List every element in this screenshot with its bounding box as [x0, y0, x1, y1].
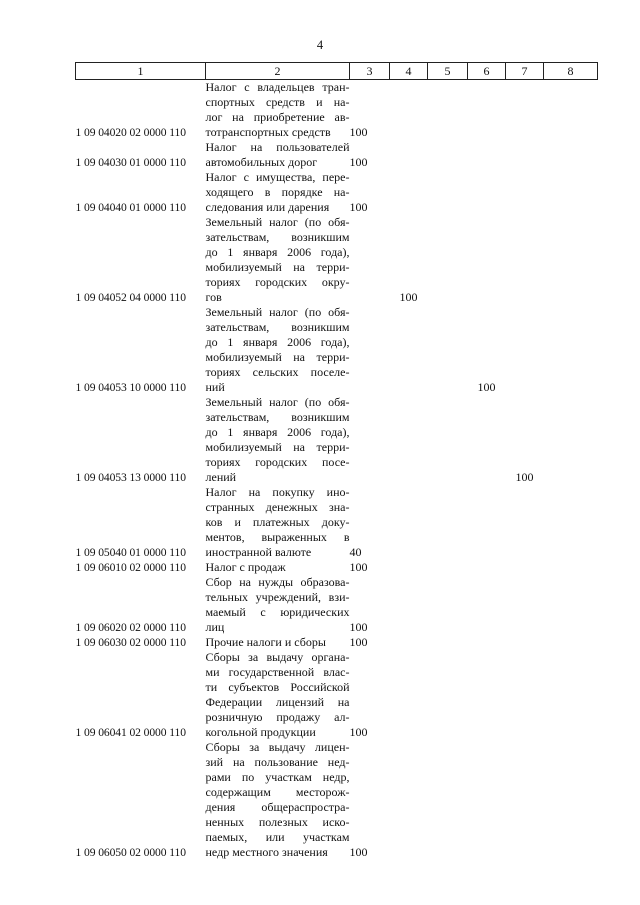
revenue-name-line: Земельный налог (по обя-	[205, 305, 350, 319]
revenue-name	[206, 305, 350, 395]
share-value-col-7: 100	[515, 470, 534, 484]
classification-code: 1 09 06010 02 0000 110	[75, 561, 186, 574]
revenue-name-line: мобилизуемый на терри-	[205, 350, 350, 364]
revenue-name-line: Сборы за выдачу органа-	[205, 650, 350, 664]
table-row	[76, 305, 598, 395]
column-header-5: 5	[428, 63, 468, 80]
share-value-col-8	[544, 395, 598, 485]
revenue-name-line: ненных полезных иско-	[205, 815, 350, 829]
revenue-name-line: Налог с владельцев тран-	[205, 80, 350, 94]
share-value-col-3: 100	[349, 155, 368, 169]
revenue-name-line: зательствам, возникшим	[205, 320, 350, 334]
classification-code: 1 09 06050 02 0000 110	[75, 846, 186, 859]
share-value-col-8	[544, 560, 598, 575]
revenue-name	[206, 140, 350, 170]
share-value-col-3	[350, 215, 390, 305]
revenue-name-line: паемых, или участкам	[205, 830, 350, 844]
revenue-name-line: дения общераспростра-	[205, 800, 350, 814]
revenue-name-line: Налог на пользователей	[205, 140, 350, 154]
revenue-name	[206, 635, 350, 650]
share-value-col-4	[390, 140, 428, 170]
share-value-col-8	[544, 740, 598, 860]
share-value-col-8	[544, 575, 598, 635]
table-row	[76, 485, 598, 560]
classification-code: 1 09 06020 02 0000 110	[75, 621, 186, 634]
revenue-name-line: Налог на покупку ино-	[205, 485, 350, 499]
classification-code: 1 09 04052 04 0000 110	[75, 291, 186, 304]
revenue-name-line: следования или дарения	[205, 200, 330, 214]
share-value-col-3: 100	[349, 635, 368, 649]
classification-code: 1 09 06041 02 0000 110	[75, 726, 186, 739]
column-header-7: 7	[506, 63, 544, 80]
column-header-3: 3	[350, 63, 390, 80]
revenue-name	[206, 740, 350, 860]
share-value-col-3	[350, 305, 390, 395]
revenue-name	[206, 575, 350, 635]
share-value-col-5	[428, 170, 468, 215]
classification-code: 1 09 04053 10 0000 110	[75, 381, 186, 394]
table-row	[76, 575, 598, 635]
table-row	[76, 650, 598, 740]
revenue-name-line: ментов, выраженных в	[205, 530, 350, 544]
revenue-name-line: Сборы за выдачу лицен-	[205, 740, 350, 754]
share-value-col-8	[544, 650, 598, 740]
share-value-col-6	[468, 740, 506, 860]
revenue-name-line: маемый с юридических	[205, 605, 350, 619]
share-value-col-3: 100	[349, 560, 368, 574]
revenue-name-line: мобилизуемый на терри-	[205, 440, 350, 454]
revenue-name-line: рами по участкам недр,	[205, 770, 350, 784]
table-row	[76, 170, 598, 215]
share-value-col-6	[468, 170, 506, 215]
table-row	[76, 740, 598, 860]
revenue-name-line: тельных учреждений, взи-	[205, 590, 350, 604]
revenue-name-line: содержащим месторож-	[205, 785, 350, 799]
share-value-col-7	[506, 305, 544, 395]
share-value-col-8	[544, 305, 598, 395]
share-value-col-7	[506, 170, 544, 215]
column-number-header-row	[76, 63, 598, 80]
column-header-1: 1	[76, 63, 206, 80]
revenue-name-line: Федерации лицензий на	[205, 695, 350, 709]
share-value-col-3: 100	[349, 845, 368, 859]
share-value-col-4	[390, 485, 428, 560]
share-value-col-5	[428, 650, 468, 740]
column-header-4: 4	[390, 63, 428, 80]
revenue-name-line: гов	[205, 290, 222, 304]
share-value-col-4	[390, 560, 428, 575]
table-row	[76, 395, 598, 485]
share-value-col-6	[468, 485, 506, 560]
column-header-2: 2	[206, 63, 350, 80]
revenue-name-line: автомобильных дорог	[205, 155, 318, 169]
revenue-name-line: Налог с имущества, пере-	[205, 170, 350, 184]
revenue-name	[206, 395, 350, 485]
table-row	[76, 140, 598, 170]
share-value-col-5	[428, 215, 468, 305]
table-row	[76, 635, 598, 650]
revenue-name-line: лог на приобретение ав-	[205, 110, 350, 124]
revenue-name-line: иностранной валюте	[205, 545, 312, 559]
revenue-name-line: лиц	[205, 620, 225, 634]
share-value-col-4	[390, 635, 428, 650]
share-value-col-8	[544, 635, 598, 650]
share-value-col-5	[428, 575, 468, 635]
revenue-name-line: Прочие налоги и сборы	[205, 635, 326, 649]
share-value-col-5	[428, 395, 468, 485]
share-value-col-8	[544, 140, 598, 170]
share-value-col-5	[428, 140, 468, 170]
share-value-col-4	[390, 80, 428, 141]
table-row	[76, 560, 598, 575]
revenue-name-line: зательствам, возникшим	[205, 410, 350, 424]
revenue-name-line: до 1 января 2006 года),	[205, 245, 350, 259]
budget-table	[75, 62, 598, 860]
revenue-name-line: ториях городских посе-	[205, 455, 350, 469]
share-value-col-7	[506, 650, 544, 740]
share-value-col-8	[544, 215, 598, 305]
share-value-col-5	[428, 80, 468, 141]
share-value-col-6	[468, 395, 506, 485]
table-row	[76, 80, 598, 141]
revenue-name-line: недр местного значения	[205, 845, 328, 859]
share-value-col-6: 100	[477, 380, 496, 394]
share-value-col-8	[544, 80, 598, 141]
revenue-name-line: ний	[205, 380, 225, 394]
revenue-name-line: до 1 января 2006 года),	[205, 425, 350, 439]
revenue-name-line: Налог с продаж	[205, 560, 286, 574]
share-value-col-7	[506, 485, 544, 560]
share-value-col-7	[506, 575, 544, 635]
share-value-col-4	[390, 575, 428, 635]
share-value-col-8	[544, 485, 598, 560]
share-value-col-7	[506, 635, 544, 650]
revenue-name-line: Сбор на нужды образова-	[205, 575, 350, 589]
classification-code: 1 09 04030 01 0000 110	[75, 156, 186, 169]
column-header-6: 6	[468, 63, 506, 80]
table-body	[76, 80, 598, 861]
revenue-name-line: до 1 января 2006 года),	[205, 335, 350, 349]
revenue-name	[206, 80, 350, 141]
revenue-name	[206, 650, 350, 740]
revenue-name-line: когольной продукции	[205, 725, 316, 739]
revenue-name-line: Земельный налог (по обя-	[205, 395, 350, 409]
revenue-name-line: ми государственной влас-	[205, 665, 350, 679]
revenue-name-line: розничную продажу ал-	[205, 710, 350, 724]
share-value-col-8	[544, 170, 598, 215]
share-value-col-6	[468, 80, 506, 141]
share-value-col-6	[468, 140, 506, 170]
share-value-col-4	[390, 170, 428, 215]
share-value-col-6	[468, 635, 506, 650]
share-value-col-3: 100	[349, 125, 368, 139]
revenue-name-line: зий на пользование нед-	[205, 755, 350, 769]
table-row	[76, 215, 598, 305]
share-value-col-3	[350, 395, 390, 485]
revenue-name-line: тотранспортных средств	[205, 125, 331, 139]
share-value-col-6	[468, 560, 506, 575]
revenue-name	[206, 215, 350, 305]
revenue-name-line: лений	[205, 470, 237, 484]
classification-code: 1 09 06030 02 0000 110	[75, 636, 186, 649]
revenue-name-line: Земельный налог (по обя-	[205, 215, 350, 229]
revenue-name-line: ториях городских окру-	[205, 275, 350, 289]
revenue-name-line: спортных средств и на-	[205, 95, 350, 109]
classification-code: 1 09 04053 13 0000 110	[75, 471, 186, 484]
share-value-col-6	[468, 575, 506, 635]
share-value-col-7	[506, 560, 544, 575]
revenue-name-line: ти субъектов Российской	[205, 680, 350, 694]
share-value-col-5	[428, 740, 468, 860]
share-value-col-4	[390, 740, 428, 860]
share-value-col-5	[428, 560, 468, 575]
column-header-8: 8	[544, 63, 598, 80]
share-value-col-5	[428, 635, 468, 650]
page-number: 4	[316, 38, 324, 52]
share-value-col-4	[390, 305, 428, 395]
share-value-col-6	[468, 650, 506, 740]
share-value-col-6	[468, 215, 506, 305]
share-value-col-7	[506, 140, 544, 170]
classification-code: 1 09 05040 01 0000 110	[75, 546, 186, 559]
revenue-name	[206, 485, 350, 560]
share-value-col-5	[428, 485, 468, 560]
share-value-col-3: 40	[349, 545, 362, 559]
share-value-col-3: 100	[349, 725, 368, 739]
share-value-col-4	[390, 395, 428, 485]
revenue-name	[206, 560, 350, 575]
classification-code: 1 09 04040 01 0000 110	[75, 201, 186, 214]
share-value-col-3: 100	[349, 200, 368, 214]
share-value-col-7	[506, 80, 544, 141]
share-value-col-4: 100	[399, 290, 418, 304]
revenue-name-line: странных денежных зна-	[205, 500, 350, 514]
classification-code: 1 09 04020 02 0000 110	[75, 126, 186, 139]
share-value-col-3: 100	[349, 620, 368, 634]
revenue-name	[206, 170, 350, 215]
revenue-name-line: ходящего в порядке на-	[205, 185, 350, 199]
revenue-name-line: зательствам, возникшим	[205, 230, 350, 244]
share-value-col-4	[390, 650, 428, 740]
revenue-name-line: ториях сельских поселе-	[205, 365, 350, 379]
revenue-name-line: ков и платежных доку-	[205, 515, 350, 529]
share-value-col-5	[428, 305, 468, 395]
share-value-col-7	[506, 740, 544, 860]
revenue-name-line: мобилизуемый на терри-	[205, 260, 350, 274]
share-value-col-7	[506, 215, 544, 305]
